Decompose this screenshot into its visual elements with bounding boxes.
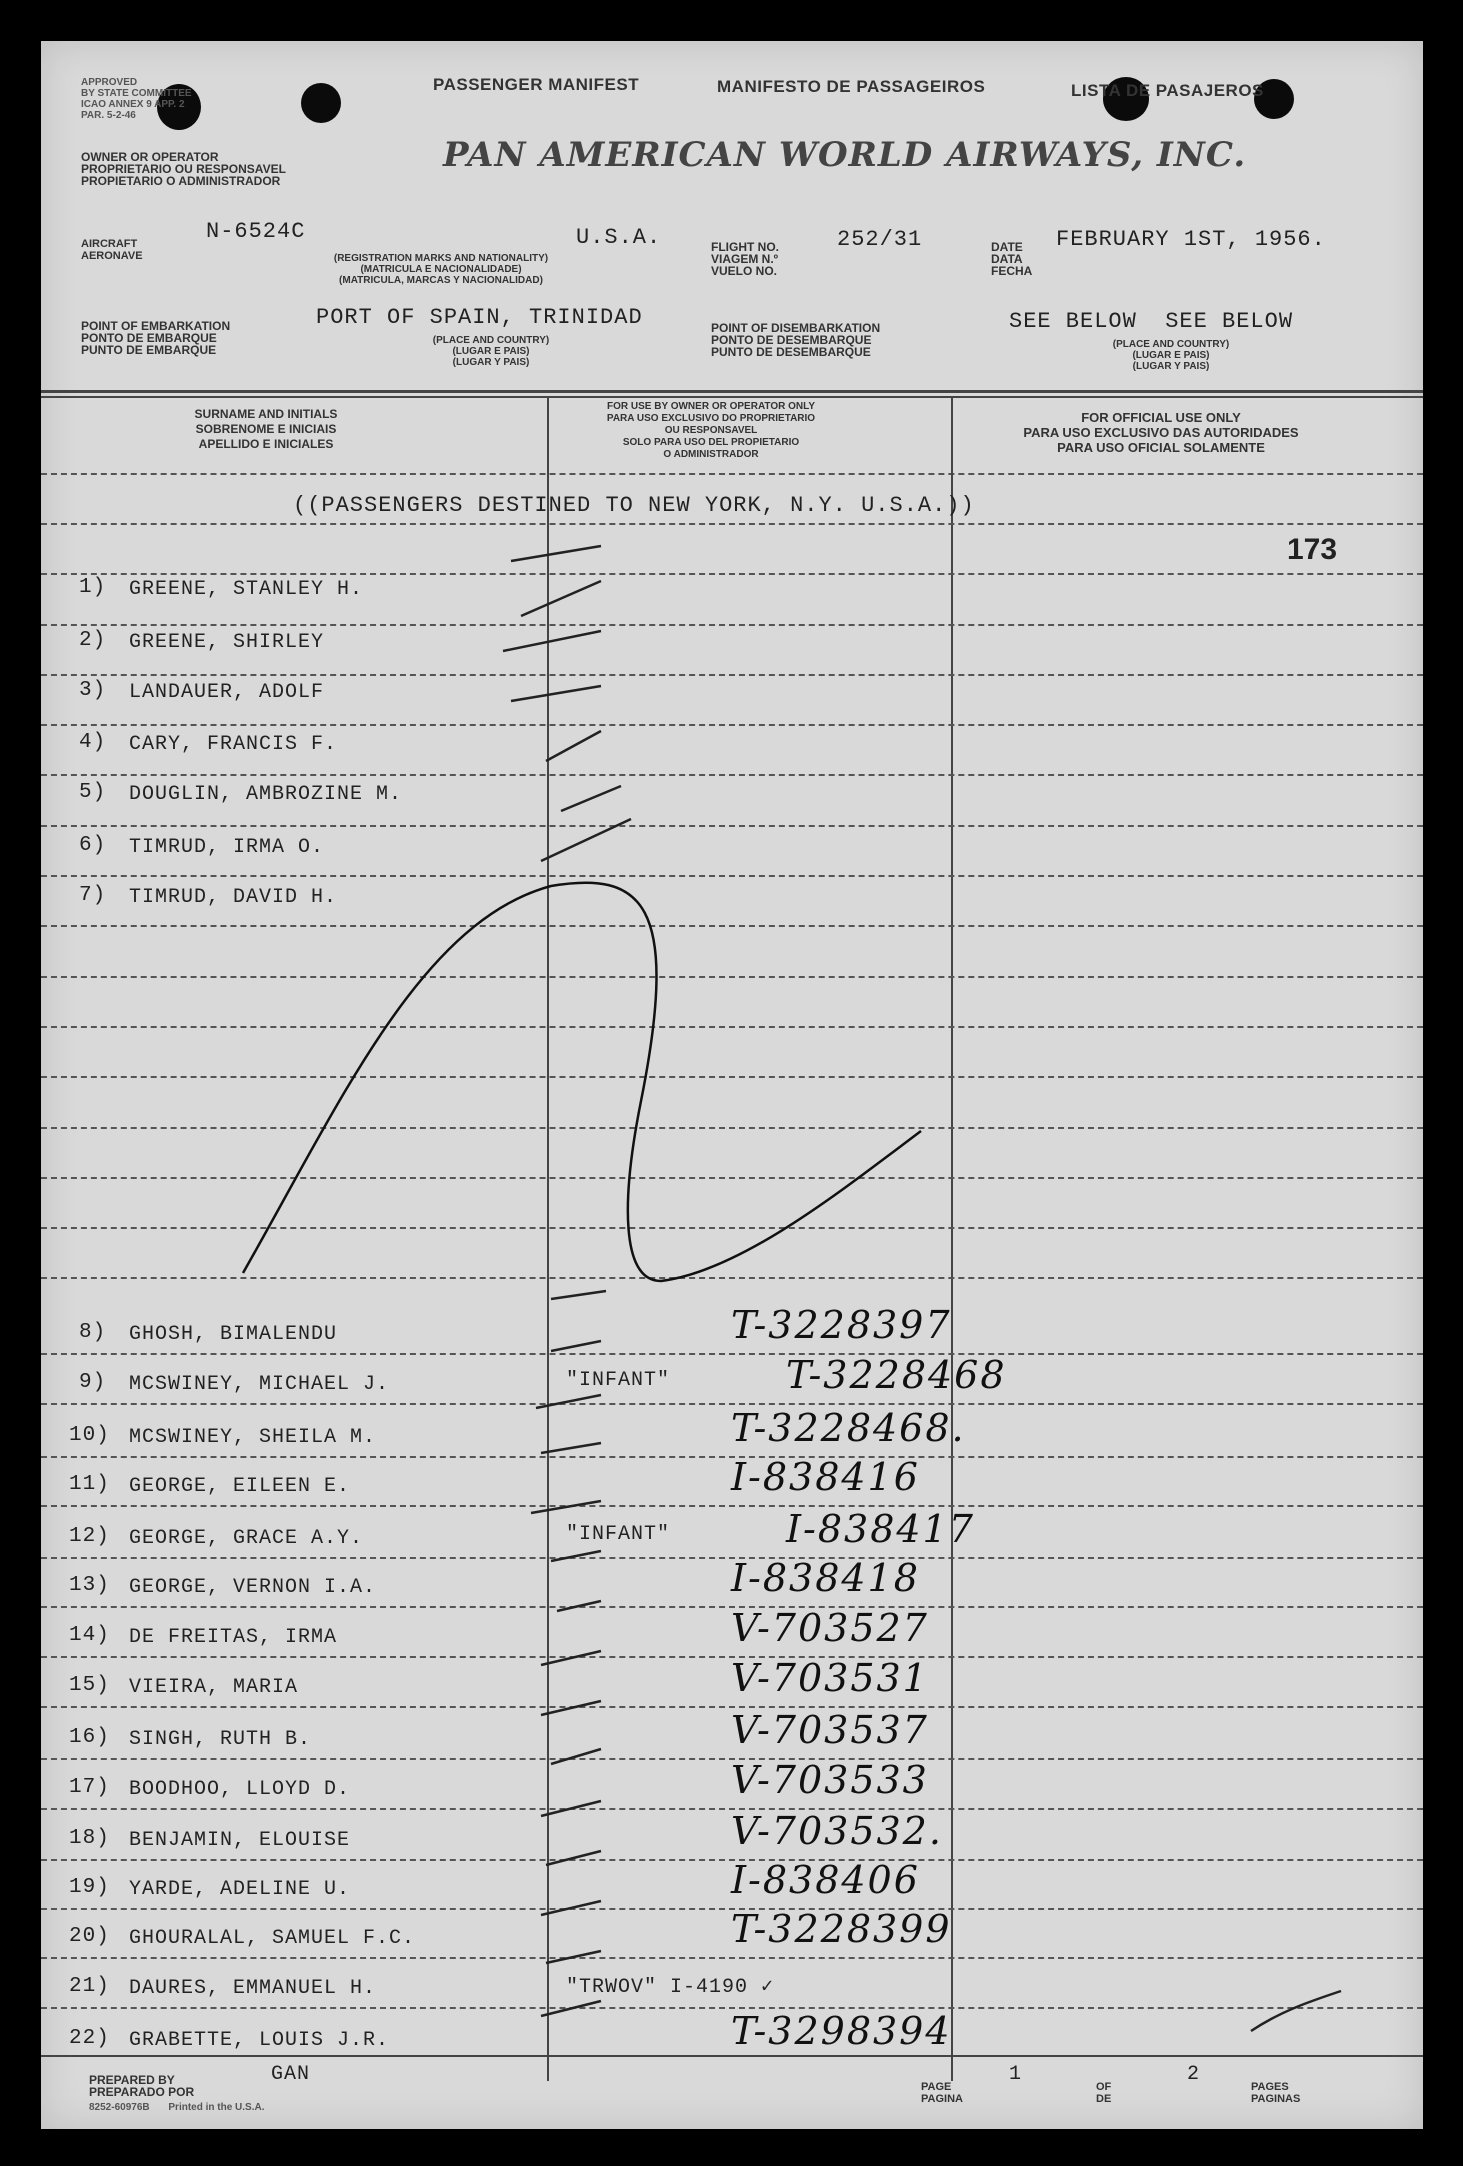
- approval-line: ICAO ANNEX 9 APP. 2: [81, 99, 185, 110]
- operator-name: PAN AMERICAN WORLD AIRWAYS, INC.: [443, 135, 1247, 175]
- passenger-number: 19): [69, 1876, 110, 1899]
- passenger-number: 22): [69, 2027, 110, 2050]
- flight-label: FLIGHT NO. VIAGEM N.º VUELO NO.: [711, 240, 779, 278]
- passenger-document-number: V-703531: [731, 1656, 929, 1700]
- registration-note: (REGISTRATION MARKS AND NATIONALITY) (MATRICULA E NACIONALIDADE) (MATRICULA, MARCAS Y NACIONALIDAD): [333, 253, 549, 286]
- passenger-document-number: I-838416: [731, 1455, 920, 1499]
- passenger-document-number: I-838406: [731, 1858, 920, 1902]
- disembarkation-place-note: (PLACE AND COUNTRY) (LUGAR E PAIS) (LUGAR Y PAIS): [1112, 339, 1230, 372]
- passenger-number: 7): [79, 884, 107, 907]
- column-header-official: FOR OFFICIAL USE ONLY PARA USO EXCLUSIVO DAS AUTORIDADES PARA USO OFICIAL SOLAMENTE: [1023, 410, 1299, 455]
- owner-label: OWNER OR OPERATOR PROPRIETARIO OU RESPONSAVEL PROPIETARIO O ADMINISTRADOR: [81, 150, 286, 188]
- tick-marks: [503, 546, 1341, 2031]
- aircraft-value: N-6524C: [206, 219, 306, 244]
- stamp-number: 173: [1287, 533, 1338, 566]
- title-portuguese: MANIFESTO DE PASSAGEIROS: [717, 77, 986, 96]
- passenger-document-number: T-3228397: [731, 1303, 952, 1347]
- total-pages: 2: [1187, 2063, 1201, 2086]
- passenger-number: 21): [69, 1975, 110, 1998]
- passenger-name: YARDE, ADELINE U.: [129, 1878, 351, 1901]
- passenger-name: GREENE, SHIRLEY: [129, 631, 325, 654]
- passenger-name: GHOURALAL, SAMUEL F.C.: [129, 1927, 416, 1950]
- passenger-document-number: V-703527: [731, 1606, 929, 1650]
- passenger-number: 4): [79, 731, 107, 754]
- embarkation-place-note: (PLACE AND COUNTRY) (LUGAR E PAIS) (LUGAR Y PAIS): [432, 335, 550, 368]
- column-header-operator: FOR USE BY OWNER OR OPERATOR ONLY PARA USO EXCLUSIVO DO PROPRIETARIO OU RESPONSAVEL SOLO PARA USO DEL PROPIETARIO O ADMINISTRADOR: [606, 401, 816, 460]
- passenger-number: 20): [69, 1925, 110, 1948]
- footer-rule: [41, 2055, 1423, 2057]
- passenger-number: 10): [69, 1424, 110, 1447]
- aircraft-label: AIRCRAFT AERONAVE: [81, 238, 143, 262]
- passenger-name: GEORGE, EILEEN E.: [129, 1475, 351, 1498]
- title-spanish: LISTA DE PASAJEROS: [1071, 81, 1264, 100]
- embarkation-value: PORT OF SPAIN, TRINIDAD: [316, 305, 643, 330]
- approval-line: APPROVED: [81, 77, 138, 88]
- passenger-document-number: T-3228468: [786, 1353, 1007, 1397]
- passenger-document-number: T-3298394: [731, 2009, 952, 2053]
- passenger-name: GRABETTE, LOUIS J.R.: [129, 2029, 390, 2052]
- date-label: DATE DATA FECHA: [991, 240, 1033, 278]
- passenger-name: DOUGLIN, AMBROZINE M.: [129, 783, 403, 806]
- passenger-note: "INFANT": [566, 1369, 671, 1392]
- page-number: 1: [1009, 2063, 1023, 2086]
- disembarkation-label: POINT OF DISEMBARKATION PONTO DE DESEMBARQUE PUNTO DE DESEMBARQUE: [711, 321, 881, 359]
- passenger-number: 9): [79, 1371, 107, 1394]
- passenger-name: DE FREITAS, IRMA: [129, 1626, 338, 1649]
- prepared-label: PREPARED BY PREPARADO POR: [89, 2073, 195, 2099]
- passenger-number: 11): [69, 1473, 110, 1496]
- passenger-document-number: V-703537: [731, 1708, 929, 1752]
- approval-line: BY STATE COMMITTEE: [81, 88, 192, 99]
- disembarkation-value: SEE BELOW SEE BELOW: [1009, 309, 1294, 334]
- passenger-number: 17): [69, 1776, 110, 1799]
- passenger-name: TIMRUD, DAVID H.: [129, 886, 338, 909]
- passenger-document-number: I-838417: [786, 1507, 975, 1551]
- nationality-value: U.S.A.: [576, 225, 662, 250]
- passenger-note: "TRWOV" I-4190 ✓: [566, 1976, 775, 1999]
- passenger-name: MCSWINEY, MICHAEL J.: [129, 1373, 390, 1396]
- passenger-name: GEORGE, GRACE A.Y.: [129, 1527, 364, 1550]
- passenger-number: 3): [79, 679, 107, 702]
- approval-line: PAR. 5-2-46: [81, 110, 136, 121]
- flight-number-value: 252/31: [837, 227, 923, 252]
- passenger-number: 13): [69, 1574, 110, 1597]
- passenger-name: TIMRUD, IRMA O.: [129, 836, 325, 859]
- passenger-name: GEORGE, VERNON I.A.: [129, 1576, 377, 1599]
- passenger-note: "INFANT": [566, 1523, 671, 1546]
- passenger-name: LANDAUER, ADOLF: [129, 681, 325, 704]
- manifest-sheet: [41, 41, 1423, 2129]
- passenger-document-number: V-703532.: [731, 1809, 943, 1853]
- page-label: PAGE PAGINA: [921, 2081, 963, 2105]
- destination-note: ((PASSENGERS DESTINED TO NEW YORK, N.Y. U.S.A.)): [293, 493, 975, 518]
- passenger-number: 6): [79, 834, 107, 857]
- passenger-name: VIEIRA, MARIA: [129, 1676, 299, 1699]
- passenger-name: GREENE, STANLEY H.: [129, 578, 364, 601]
- passenger-name: SINGH, RUTH B.: [129, 1728, 312, 1751]
- passenger-name: MCSWINEY, SHEILA M.: [129, 1426, 377, 1449]
- title-english: PASSENGER MANIFEST: [433, 75, 640, 94]
- passenger-number: 2): [79, 629, 107, 652]
- passenger-number: 5): [79, 781, 107, 804]
- passenger-name: BENJAMIN, ELOUISE: [129, 1829, 351, 1852]
- passenger-name: BOODHOO, LLOYD D.: [129, 1778, 351, 1801]
- passenger-document-number: V-703533: [731, 1758, 929, 1802]
- cancel-stroke: [243, 883, 921, 1281]
- passenger-document-number: I-838418: [731, 1556, 920, 1600]
- form-number: 8252-60976B Printed in the U.S.A.: [89, 2102, 265, 2113]
- passenger-number: 8): [79, 1321, 107, 1344]
- passenger-number: 12): [69, 1525, 110, 1548]
- passenger-number: 16): [69, 1726, 110, 1749]
- date-value: FEBRUARY 1ST, 1956.: [1056, 227, 1326, 252]
- of-label: OF DE: [1096, 2081, 1112, 2105]
- passenger-name: GHOSH, BIMALENDU: [129, 1323, 338, 1346]
- passenger-name: CARY, FRANCIS F.: [129, 733, 338, 756]
- pages-label: PAGES PAGINAS: [1251, 2081, 1301, 2105]
- embarkation-label: POINT OF EMBARKATION PONTO DE EMBARQUE PUNTO DE EMBARQUE: [81, 319, 231, 357]
- passenger-number: 18): [69, 1827, 110, 1850]
- column-header-name: SURNAME AND INITIALS SOBRENOME E INICIAIS APELLIDO E INICIALES: [194, 407, 338, 451]
- passenger-number: 14): [69, 1624, 110, 1647]
- prepared-by-value: GAN: [271, 2063, 311, 2086]
- passenger-document-number: T-3228468.: [731, 1406, 966, 1450]
- passenger-number: 1): [79, 576, 107, 599]
- handwritten-marks: [41, 41, 1423, 2129]
- passenger-name: DAURES, EMMANUEL H.: [129, 1977, 377, 2000]
- passenger-document-number: T-3228399: [731, 1907, 952, 1951]
- passenger-number: 15): [69, 1674, 110, 1697]
